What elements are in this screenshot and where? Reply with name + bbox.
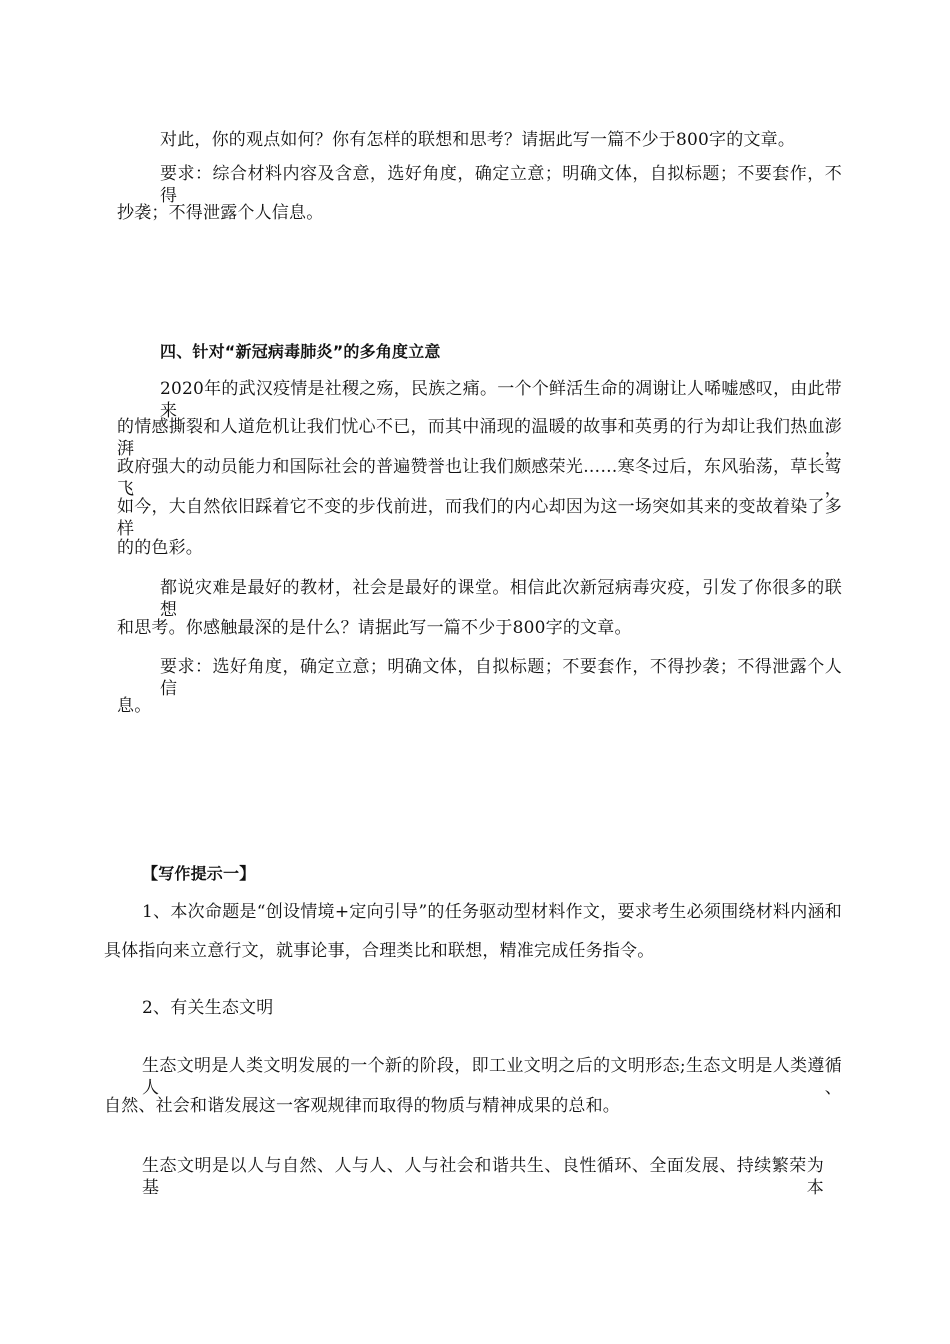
requirement-line: 要求：选好角度，确定立意；明确文体，自拟标题；不要套作，不得抄袭；不得泄露个人信 [160, 657, 842, 699]
paragraph-line: 对此，你的观点如何？你有怎样的联想和思考？请据此写一篇不少于800字的文章。 [160, 130, 796, 150]
section-heading: 四、针对“新冠病毒肺炎”的多角度立意 [160, 342, 441, 361]
tip-line: 1、本次命题是“创设情境+定向引导”的任务驱动型材料作文，要求考生必须围绕材料内涵和 [142, 902, 842, 922]
paragraph-line: 的的色彩。 [117, 538, 203, 558]
requirement-line: 要求：综合材料内容及含意，选好角度，确定立意；明确文体，自拟标题；不要套作，不得 [160, 164, 842, 206]
paragraph-line: 2020年的武汉疫情是社稷之殇，民族之痛。一个个鲜活生命的凋谢让人唏嘘感叹，由此带来 [160, 379, 842, 421]
paragraph-line: 如今，大自然依旧踩着它不变的步伐前进，而我们的内心却因为这一场突如其来的变故着染了多样 [117, 497, 842, 539]
paragraph-line: 的情感撕裂和人道危机让我们忧心不已，而其中涌现的温暖的故事和英勇的行为却让我们热血澎湃， [117, 417, 842, 459]
paragraph-line: 政府强大的动员能力和国际社会的普遍赞誉也让我们颇感荣光……寒冬过后，东风骀荡，草长莺飞， [117, 457, 842, 499]
paragraph-line: 和思考。你感触最深的是什么？请据此写一篇不少于800字的文章。 [117, 618, 632, 638]
tip-line: 2、有关生态文明 [142, 998, 274, 1018]
tip-line: 具体指向来立意行文，就事论事，合理类比和联想，精准完成任务指令。 [104, 941, 655, 961]
requirement-line: 息。 [117, 696, 152, 716]
tips-heading: 【写作提示一】 [142, 864, 256, 883]
paragraph-line: 生态文明是以人与自然、人与人、人与社会和谐共生、良性循环、全面发展、持续繁荣为基本 [142, 1156, 824, 1198]
requirement-line: 抄袭；不得泄露个人信息。 [117, 203, 324, 223]
paragraph-line: 都说灾难是最好的教材，社会是最好的课堂。相信此次新冠病毒灾疫，引发了你很多的联想 [160, 578, 842, 620]
paragraph-line: 自然、社会和谐发展这一客观规律而取得的物质与精神成果的总和。 [104, 1096, 620, 1116]
paragraph-line: 生态文明是人类文明发展的一个新的阶段，即工业文明之后的文明形态;生态文明是人类遵循人、 [142, 1056, 842, 1098]
